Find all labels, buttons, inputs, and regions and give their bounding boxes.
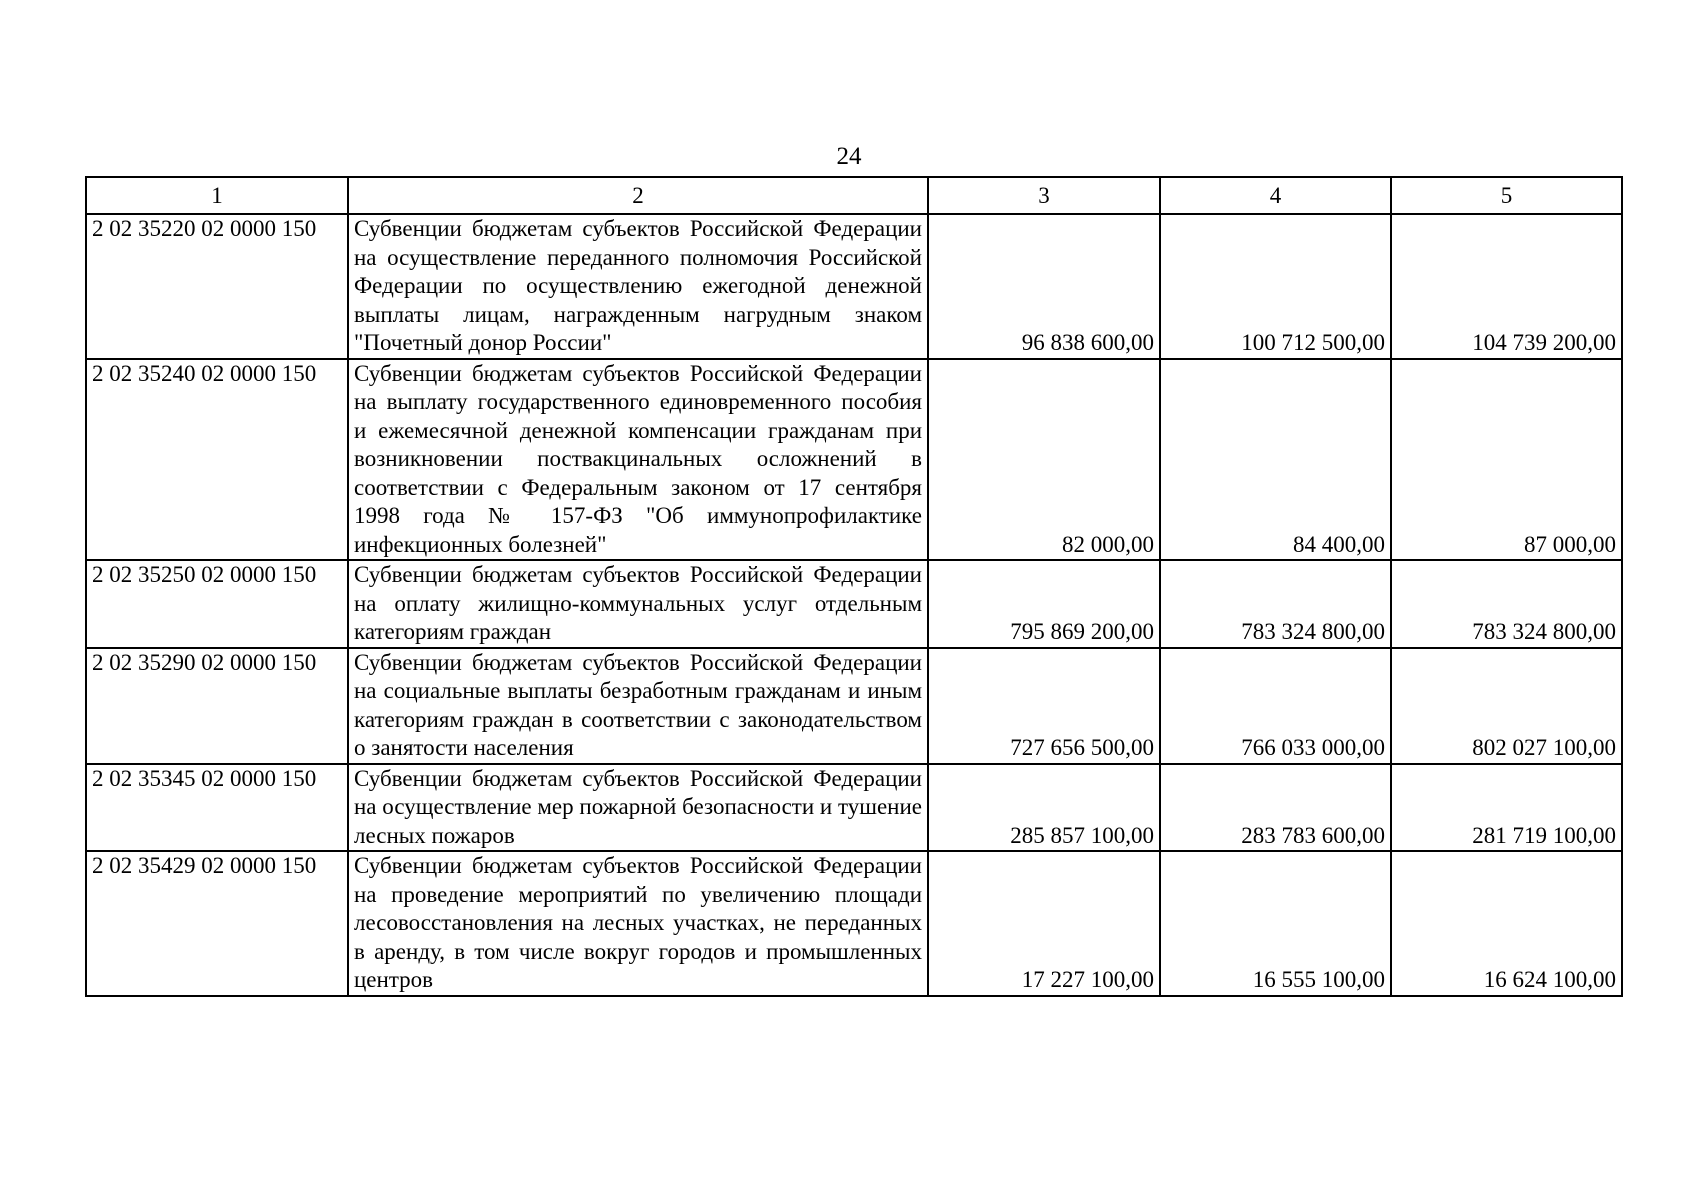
description-cell: Субвенции бюджетам субъектов Российской Федерации на осуществление переданного полномочия Российской Федерации по осуществлению ежегодной денежной выплаты лицам, награжденным нагрудным знаком "Почетный донор России" (348, 214, 928, 359)
amount-col5-cell: 16 624 100,00 (1391, 851, 1622, 996)
amount-col3-cell: 285 857 100,00 (928, 764, 1160, 852)
page-number: 24 (836, 143, 862, 170)
amount-col4-cell: 783 324 800,00 (1160, 560, 1391, 648)
table-row (86, 214, 1622, 359)
table-row (86, 648, 1622, 764)
amount-col4-cell: 100 712 500,00 (1160, 214, 1391, 359)
column-header-4: 4 (1160, 177, 1391, 214)
budget-code-cell: 2 02 35429 02 0000 150 (86, 851, 348, 996)
column-header-2: 2 (348, 177, 928, 214)
amount-col4-cell: 283 783 600,00 (1160, 764, 1391, 852)
amount-col5-cell: 802 027 100,00 (1391, 648, 1622, 764)
column-header-1: 1 (86, 177, 348, 214)
amount-col4-cell: 84 400,00 (1160, 359, 1391, 561)
description-cell: Субвенции бюджетам субъектов Российской Федерации на выплату государственного единовременного пособия и ежемесячной денежной компенсации гражданам при возникновении поствакцинальных осложнений в соответствии с Федеральным законом от 17 сентября 1998 года № 157-ФЗ "Об иммунопрофилактике инфекционных болезней" (348, 359, 928, 561)
budget-code-cell: 2 02 35250 02 0000 150 (86, 560, 348, 648)
amount-col5-cell: 87 000,00 (1391, 359, 1622, 561)
table-row (86, 851, 1622, 996)
amount-col4-cell: 16 555 100,00 (1160, 851, 1391, 996)
description-cell: Субвенции бюджетам субъектов Российской Федерации на социальные выплаты безработным гражданам и иным категориям граждан в соответствии с законодательством о занятости населения (348, 648, 928, 764)
amount-col5-cell: 104 739 200,00 (1391, 214, 1622, 359)
description-cell: Субвенции бюджетам субъектов Российской Федерации на проведение мероприятий по увеличению площади лесовосстановления на лесных участках, не переданных в аренду, в том числе вокруг городов и промышленных центров (348, 851, 928, 996)
budget-code-cell: 2 02 35240 02 0000 150 (86, 359, 348, 561)
amount-col3-cell: 17 227 100,00 (928, 851, 1160, 996)
amount-col3-cell: 96 838 600,00 (928, 214, 1160, 359)
amount-col5-cell: 783 324 800,00 (1391, 560, 1622, 648)
budget-table (85, 176, 1623, 997)
table-row (86, 764, 1622, 852)
table-row (86, 359, 1622, 561)
description-cell: Субвенции бюджетам субъектов Российской Федерации на осуществление мер пожарной безопасности и тушение лесных пожаров (348, 764, 928, 852)
amount-col3-cell: 727 656 500,00 (928, 648, 1160, 764)
budget-code-cell: 2 02 35220 02 0000 150 (86, 214, 348, 359)
budget-code-cell: 2 02 35290 02 0000 150 (86, 648, 348, 764)
amount-col3-cell: 795 869 200,00 (928, 560, 1160, 648)
description-cell: Субвенции бюджетам субъектов Российской Федерации на оплату жилищно-коммунальных услуг отдельным категориям граждан (348, 560, 928, 648)
column-header-5: 5 (1391, 177, 1622, 214)
budget-code-cell: 2 02 35345 02 0000 150 (86, 764, 348, 852)
amount-col3-cell: 82 000,00 (928, 359, 1160, 561)
amount-col5-cell: 281 719 100,00 (1391, 764, 1622, 852)
table-row (86, 560, 1622, 648)
column-header-3: 3 (928, 177, 1160, 214)
amount-col4-cell: 766 033 000,00 (1160, 648, 1391, 764)
header-row (86, 177, 1622, 214)
